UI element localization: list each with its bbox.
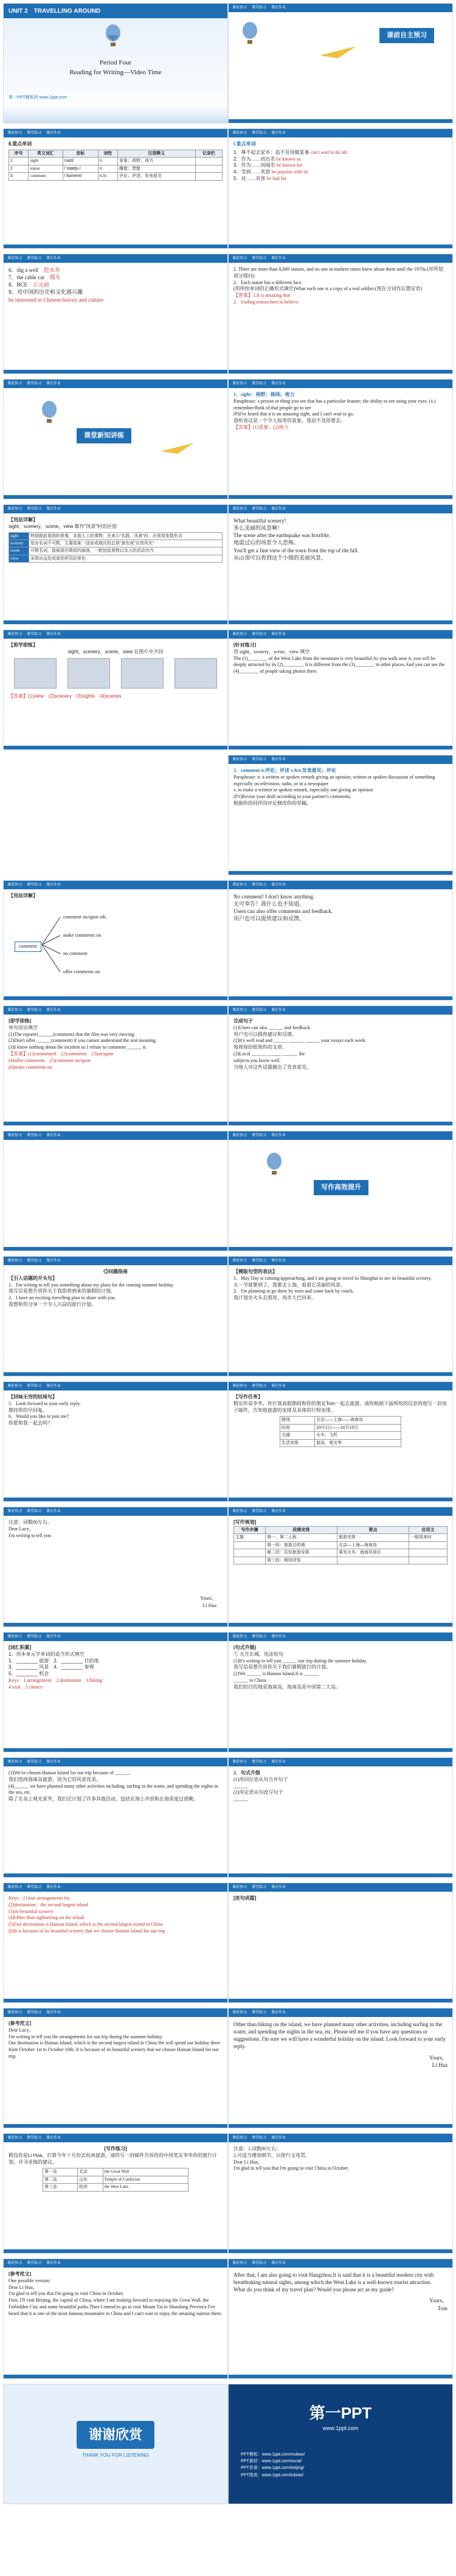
table-row: scene 可数名词，指展现在眼前的画面，一般包括景物以及人的活动在内: [9, 547, 223, 555]
sentence: (用所给单词的正确形式填空)What each one is a copy of a real soldier.(现在分词作后置定语): [233, 286, 423, 292]
vocab-table: 序号 英文词汇 音标 词性 汉语释义 记录栏 1 sight /saɪt/ n. 景象；视野；视力 2 statue /ˈstætʃuː/ n. 雕像；塑像 3 comment /ˈkɒment/ n./v. 评论；评述；发表意见: [9, 150, 223, 181]
table-row: 2 statue /ˈstætʃuː/ n. 雕像；塑像: [9, 165, 223, 172]
answer: 【答案】(1)view (2)scenery (3)sights (4)scenes: [9, 693, 122, 699]
slide-plan: 课前预习 课堂练习 课后作业 [写作规划] 写作步骤 段落安排 要点 应用文 主题 第一、第二人称 旅游安排 一般将来时 第一段：旅游目的地 北京—上海—海南岛 第二段：告知旅游安排 乘坐火车，海南风景区 第三段：期待回复: [228, 1507, 453, 1627]
slide-comment: 课前预习 课堂练习 课后作业 2．comment n.评论；评述 v.&n.发表意见；评论 Paraphrase: n. a written or spoken remark giving an opinion; written or spoken discussion of something especially on television, radio, or in a newspaper v. to make a written or spoken remark, especially one giving an opinion (P1)Revise your draft according to your partner's comments. 根据你的同伴的评论修改你的草稿。: [228, 755, 453, 875]
list-item: 3．________ 风景 4．________ 参观: [9, 1664, 94, 1670]
slide-thanks: [3, 2384, 228, 2504]
tab-homework[interactable]: 课后作业: [271, 6, 286, 10]
table-row: 主题 第一、第二人称 旅游安排 一般将来时: [234, 1534, 447, 1541]
usage-table: [9, 532, 223, 563]
footer-bar: [229, 119, 452, 123]
slide-letter-hint: 课前预习 课堂练习 课后作业 注意：词数80左右。 Dear Lucy， I'm writing to tell you Yours， Li Hua: [3, 1507, 228, 1627]
mindmap-lines: [42, 911, 66, 978]
example-cn: 我听说这是一个令人惊奇的景象，我迫不及待想去。: [233, 418, 345, 424]
table-row: 第三段：期待回复: [234, 1557, 447, 1564]
ppt-url[interactable]: www.1ppt.com: [322, 2425, 359, 2431]
list-item: be interested in Chinese history and culture: [9, 296, 103, 303]
sentence: 2．Each statue has a different face.: [233, 279, 303, 285]
sentence: 2. There are more than 8,000 statues, and no one in modern times knew about them until the 1970s.(对所划部分提问): [233, 266, 443, 279]
table-row: 时间 10月1日——10月10日: [280, 1424, 401, 1431]
list-item: 6．dig a well 挖水井: [9, 267, 61, 273]
list-item: 9．对中国的历史和文化感兴趣: [9, 289, 83, 296]
table-row: 1 sight /saɪt/ n. 景象；视野；视力: [9, 158, 223, 165]
usage-line: sight，scenery，scene，view 都作"风景"时的区别: [9, 523, 117, 529]
slide-model1: 课前预习 课堂练习 课后作业 [参考范文] Dear Lucy， I'm writing to tell you the arrangements for our trip during the summer holiday. Our destination is Hainan Island, which is the second largest island in China.We will spend our holiday there from October 1st to October 10th. It is because of its beautiful scenery that we choose Hainan Island for our trip.: [3, 2008, 228, 2128]
table-caption: Ⅱ.重点单词: [9, 141, 32, 147]
thanks-sub: THANK YOU FOR LISTENING: [81, 2452, 150, 2458]
slide-classwork: 课前预习 课堂练习 课后作业 课堂新知讲练: [3, 379, 228, 499]
table-row: scenery 是由名词不可数，主要指某一国家或地区的总体"景色或"自然风光": [9, 540, 223, 547]
mindmap-root: comment: [15, 942, 41, 952]
thanks-text: 谢谢欣赏: [77, 2421, 154, 2449]
table-row: 第二段：告知旅游安排 乘坐火车，海南风景区: [234, 1549, 447, 1557]
list-item: 7．the cable car 缆车: [9, 274, 61, 281]
slide-ppt-ad: [228, 2384, 453, 2504]
ppt-link[interactable]: PPT图表：www.1ppt.com/tubiao/: [241, 2473, 304, 2477]
tab-class[interactable]: 课堂练习: [252, 6, 267, 10]
slide-outline: 课前预习 课堂练习 课后作业 ◎问题指南 【引入话题的开头句】 1．I'm writing to tell you something about my plans for the coming summer holiday. 我写信是想告诉你关于我即将到来的暑假的计划。 2．I have an exciting travelling plan to share with you. 我想和你分享一个令人兴奋的旅行计划。: [3, 1256, 228, 1377]
slide-model4: 课前预习 课堂练习 课后作业 After that, I am also going to visit Hangzhou.It is said that it is a beautiful modern city with breathtaking natural sights, among which the West Lake is a well-known tourist attraction. What do you think of my travel plan? Would you please act as my guide? Yours， Tom: [228, 2258, 453, 2379]
example: (P)I've heard that it is an amazing sight, and I can't wait to go.: [233, 411, 354, 417]
slide-phrase-list: [228, 128, 453, 249]
period-title: Period Four: [99, 59, 132, 66]
balloon-icon: [40, 401, 58, 425]
list-item: 5．________ 机会: [9, 1671, 49, 1677]
table-row: 第二站 山东 Temple of Confucius: [43, 2176, 188, 2183]
answer: 【答案】(1)景象；(2)视力: [233, 424, 289, 430]
word-title: 1．sight：视野；视线；视力: [233, 392, 295, 397]
section-title: 写作高效提升: [314, 1180, 368, 1195]
slide-cover: [3, 3, 228, 123]
paper-plane-icon: [161, 440, 197, 459]
slide-fill: 课前预习 课堂练习 课后作业 [针对练习] 用 sight，scenery，scene，view 填空 The (1)________ of the West Lake from the mountain is very beautiful.As you walk near it, you will be deeply attracted by its (2)________. It is different from the (3)________ in other places.And you can see the (4)________ of people taking photos there.: [228, 630, 453, 750]
slide-task2: 课前预习 课堂练习 课后作业 [写作练习] 假设你是Li Hua，打算今年十月份去杭州旅游，请你写一封邮件告诉你的中国笔友李华你的旅行计划，并寻求他的建议。 第一站 北京 the Great Wall 第二站 山东 Temple of Confucius 第三站 杭州 the West Lake: [3, 2133, 228, 2254]
scene-image: [174, 658, 217, 689]
table-row: 交通 火车、飞机: [280, 1432, 401, 1439]
scene-image: [121, 658, 164, 689]
table-row: view 多指从远处或高处所见的景色: [9, 555, 223, 562]
ppt-link[interactable]: PPT背景：www.1ppt.com/beijing/: [241, 2466, 305, 2471]
list-item: 8．BCE 公元前: [9, 282, 50, 288]
slide-chosen: 课前预习 课堂练习 课后作业 (3)We've chosen Hainan Island for our trip because of ______. 我们选择海南岛旅游，因为它的风景优美。 (4)______ we have planned many other activities including, surfing in the water, and spending the nights in the sea, etc. 除了在岛上观光景外，我们还计划了许多其他活动，包括在海上冲浪和在海里度过夜晚。: [3, 1757, 228, 1878]
top-nav: [229, 4, 452, 12]
unit-title: UNIT 2 TRAVELLING AROUND: [4, 4, 227, 18]
paraphrase: Paraphrase: a person or thing you see that has a particular feature; the ability to see using your eyes. (v.) remember/think of that people go to see: [233, 398, 436, 411]
table-row: 第三站 杭州 the West Lake: [43, 2184, 188, 2191]
slide-connect: 课前预习 课堂练习 课后作业 [连句成篇]: [228, 1883, 453, 2003]
plan-table: 写作步骤 段落安排 要点 应用文 主题 第一、第二人称 旅游安排 一般将来时 第一段：旅游目的地 北京—上海—海南岛 第二段：告知旅游安排 乘坐火车，海南风景区 第三段：期待回复: [233, 1526, 447, 1564]
tab-preview[interactable]: 课前预习: [232, 6, 247, 10]
slide-closing: 课前预习 课堂练习 课后作业 【回味无穷的结尾句】 5．Look forward to your early reply. 期待你的早回复。 6．Would you like to join me? 你愿和我一起去吗？: [3, 1381, 228, 1502]
slide-upgrade: 课前预习 课堂练习 课后作业 2．句式升级 (1)用同位语从句合并句子 ______ (2)用定语从句改写句子 ______: [228, 1757, 453, 1878]
section-title: 课堂新知讲练: [77, 428, 131, 443]
slide-usage: 课前预习 课堂练习 课后作业 【用法详解】 sight，scenery，scene，view 都作"风景"时的区别 sight 特指眼前看到的景观，多指人工的事物；在表示"名胜、风景"时，必须用复数形式 scenery 是由名词不可数，主要指某一国家或地区的总体"景色或"自然风光" scene 可数名词，指展现在眼前的画面，一般包括景物以及人的活动在内 view 多指从远处或高处所见的景色: [3, 504, 228, 625]
list-item: 1．尊不起去家乡：追不及待做某事 can't wait to do sth.: [233, 149, 348, 155]
table-row: 生活安排 游泳、观光等: [280, 1439, 401, 1446]
scene-image: [67, 658, 110, 689]
slide-keys: 课前预习 课堂练习 课后作业 Keys：(1)our arrangements for (2)destination；the second largest island (3)its beautiful scenery (4)Other than sightseeing on the island (5)Our destination is Hainan Island, which is the second largest island in China (6)It is because of its beautiful scenery that we choose Hainan Island for our trip.: [3, 1883, 228, 2003]
list-item: 3．作为……而闻名 be known for: [233, 162, 303, 168]
slide-examples: 课前预习 课堂练习 课后作业 What beautiful scenery! 多么美丽的风景啊！ The scene after the earthquake was horrible. 地震过后的场景令人恐怖。 You'll get a fine view of the town from the top of the hill. 从山顶可以看到这个小镇的美丽风景。: [228, 504, 453, 625]
table-row: 路线 北京——上海——海南岛: [280, 1417, 401, 1424]
list-item: 4．受到……欢迎 be popular with sb.: [233, 169, 309, 175]
task2-table: [43, 2168, 188, 2191]
answer: 【答案】1.It is amazing that: [233, 293, 291, 299]
ppt-brand: 第一PPT: [309, 2404, 372, 2422]
slide-outline2: 课前预习 课堂练习 课后作业 【模版句型的表达】 1．May Day is coming/approaching, and I am going to travel to Shanghai to see its beautiful scenery. 五一节就要到了，我要去上海，看看它美丽的风景。 2．I'm planning to go there by train and come back by coach. 我计划坐火车去那里，再坐大巴回来。: [228, 1256, 453, 1377]
list-item: 5．对……有害 be bad for: [233, 175, 287, 181]
balloon-icon: [104, 24, 122, 49]
slide-preview: [228, 3, 453, 123]
table-row: 第一段：旅游目的地 北京—上海—海南岛: [234, 1541, 447, 1549]
top-nav: 课前预习 课堂练习 课后作业: [229, 129, 452, 137]
slide-sentences: 课前预习 课堂练习 课后作业 2. There are more than 8,000 statues, and no one in modern times knew about them until the 1970s.(对所划部分提问) 2．Each statue has a different face. (用所给单词的正确形式填空)What each one is a copy of a real soldier.(现在分词作后置定语) 【答案】1.It is amazing that 2．leading researchers to believe: [228, 254, 453, 374]
scene-image: [14, 658, 57, 689]
slide-practice: 课前预习 课堂练习 课后作业 【即学即练】 sight，scenery，scene，view 在图片中不同 【答案】(1)view (2)scenery (3)sights (4)scenes: [3, 630, 228, 750]
task-table: [280, 1416, 401, 1447]
slide-phrases: 课前预习 课堂练习 课后作业 6．dig a well 挖水井 7．the cable car 缆车 8．BCE 公元前 9．对中国的历史和文化感兴趣 be interested in Chinese history and culture: [3, 254, 228, 374]
slide-wordbank: 课前预习 课堂练习 课后作业 [词汇积累] 1．用本单元学单词的适当形式填空 1．________ 旅游 2．________ 目的地 3．________ 风景 4．________ 参观 5．________ 机会 Keys：1.arrangement 2.destination 3.hiking 4.visit 5.chance: [3, 1632, 228, 1752]
cover-footer: 第一PPT模板网 www.1ppt.com: [9, 95, 67, 100]
slide-complete: 课前预习 课堂练习 课后作业 完成句子 (1)Users can also ______ and feedback. 用户也可以提供建议和反馈。 (2)It's well read and ______ ______ ______ your essays each week. 每周每份批阅你的文章。 (3)Local ______ ______ ______ the subjects.you know well. 当地人对这些话题做出了发表意见。: [228, 1005, 453, 1126]
slide-vocab-table: [3, 128, 228, 249]
ppt-link[interactable]: PPT模板：www.1ppt.com/moban/: [241, 2453, 305, 2457]
slide-nocomment: 课前预习 课堂练习 课后作业 No comment! I don't know anything. 无可奉告！我什么也不知道。 Users can also offer comments and feedback. 用户也可以提供建议和反馈。: [228, 880, 453, 1001]
slide-model2: 课前预习 课堂练习 课后作业 Other than hiking on the island, we have planned many other activities, including surfing in the water, and spending the nights in the sea, etc. Please tell me if you have any questions or suggestions. I'm sure we will have a wonderful holiday on the island. Look forward to your early reply. Yours， Li Hua: [228, 2008, 453, 2128]
table-row: 3 comment /ˈkɒment/ n./v. 评论；评述；发表意见: [9, 173, 223, 180]
slide-quiz: 课前预习 课堂练习 课后作业 [即学即练] 单句语法填空 (1)The reporter______(comment) that the film was very moving. (2)Don't offer ______(comment) if you cannot understand the real meaning. (3)I know nothing about the incident so I refuse to comment ______ it. 【答案】(1)commented (2)comments (3)on/upon (4)offer comments (5)comment on/upon (6)make comments on: [3, 1005, 228, 1126]
slide-sentences2: 课前预习 课堂练习 课后作业 [句式升级] ① 五月长城，连法短句 (1)It's writing to tell you ______ our trip during the summer holiday. 我写信是想告诉你关于我们暑假旅行的计划。 (2)We ______ is Hainan Island.It is ______ ______ in China. 我们的目的地是海南岛，海南岛是中国第二大岛。: [228, 1632, 453, 1752]
balloon-icon: [265, 1153, 283, 1177]
slide-usage-map: 课前预习 课堂练习 课后作业 【用法详解】 comment comment on/upon sth. make comments on no comment offer comments on: [3, 880, 228, 1001]
list-item: 2．作为……而出名 be known as: [233, 156, 301, 162]
cover-wave: [4, 105, 227, 123]
table-row: sight 特指眼前看到的景观，多指人工的事物；在表示"名胜、风景"时，必须用复数形式: [9, 532, 223, 540]
answer: 2．leading researchers to believe: [233, 299, 299, 305]
balloon-icon: [241, 22, 259, 46]
top-nav: 课前预习 课堂练习 课后作业: [4, 129, 227, 137]
notes-label: Ⅰ.重点单词: [233, 141, 256, 147]
slide-task2b: 课前预习 课堂练习 课后作业 注意：1.词数80左右； 2.可适当增加细节，以使行文连贯。 Dear Li Hua， I'm glad to tell you that I'm going to visit China in October.: [228, 2133, 453, 2254]
slide-task: 课前预习 课堂练习 课后作业 【写作任务】 假定你是李华，你打算高假期间和你的朋友Tom一起去旅游。请你根据下面所给的信息给他写一封电子邮件，告知他旅游的安排及具体的行程安排。 路线 北京——上海——海南岛 时间 10月1日——10月10日 交通 火车、飞机 生活安排 游泳、观光等: [228, 1381, 453, 1502]
usage-title: 【用法详解】: [9, 517, 38, 522]
slide-writing: 课前预习 课堂练习 课后作业 写作高效提升: [228, 1131, 453, 1251]
paper-plane-icon: [320, 43, 362, 61]
section-title: 课前自主预习: [379, 28, 434, 43]
list-item: 1．________ 旅游 2．________ 目的地: [9, 1658, 99, 1664]
cover-subtitle: Reading for Writing—Video Time: [69, 69, 162, 76]
table-row: 第一站 北京 the Great Wall: [43, 2168, 188, 2176]
slide-model3: 课前预习 课堂练习 课后作业 [参考范文] One possible version： Dear Li Hua， I'm glad to tell you that I'm going to visit China in October. First, I'll visit Beijing, the capital of China, where I am looking forward to enjoying the Great Wall, the Forbidden City and some beautiful parks.Then I intend to go to visit Mount Tai in Shandong Province.I've heard that it is one of the most famous mountains in China and I can't wait to enjoy the amazing sunrise there.: [3, 2258, 228, 2379]
slide-blank: 课前预习 课堂练习 课后作业: [3, 1131, 228, 1251]
slide-sight: 课前预习 课堂练习 课后作业 1．sight：视野；视线；视力 Paraphrase: a person or thing you see that has a particular feature; the ability to see using your eyes. (v.) remember/think of that people go to see (P)I've heard that it is an amazing sight, and I can't wait to go. 我听说这是一个令人惊奇的景象，我迫不及待想去。 【答案】(1)景象；(2)视力: [228, 379, 453, 499]
ppt-link[interactable]: PPT素材：www.1ppt.com/sucai/: [241, 2459, 302, 2464]
